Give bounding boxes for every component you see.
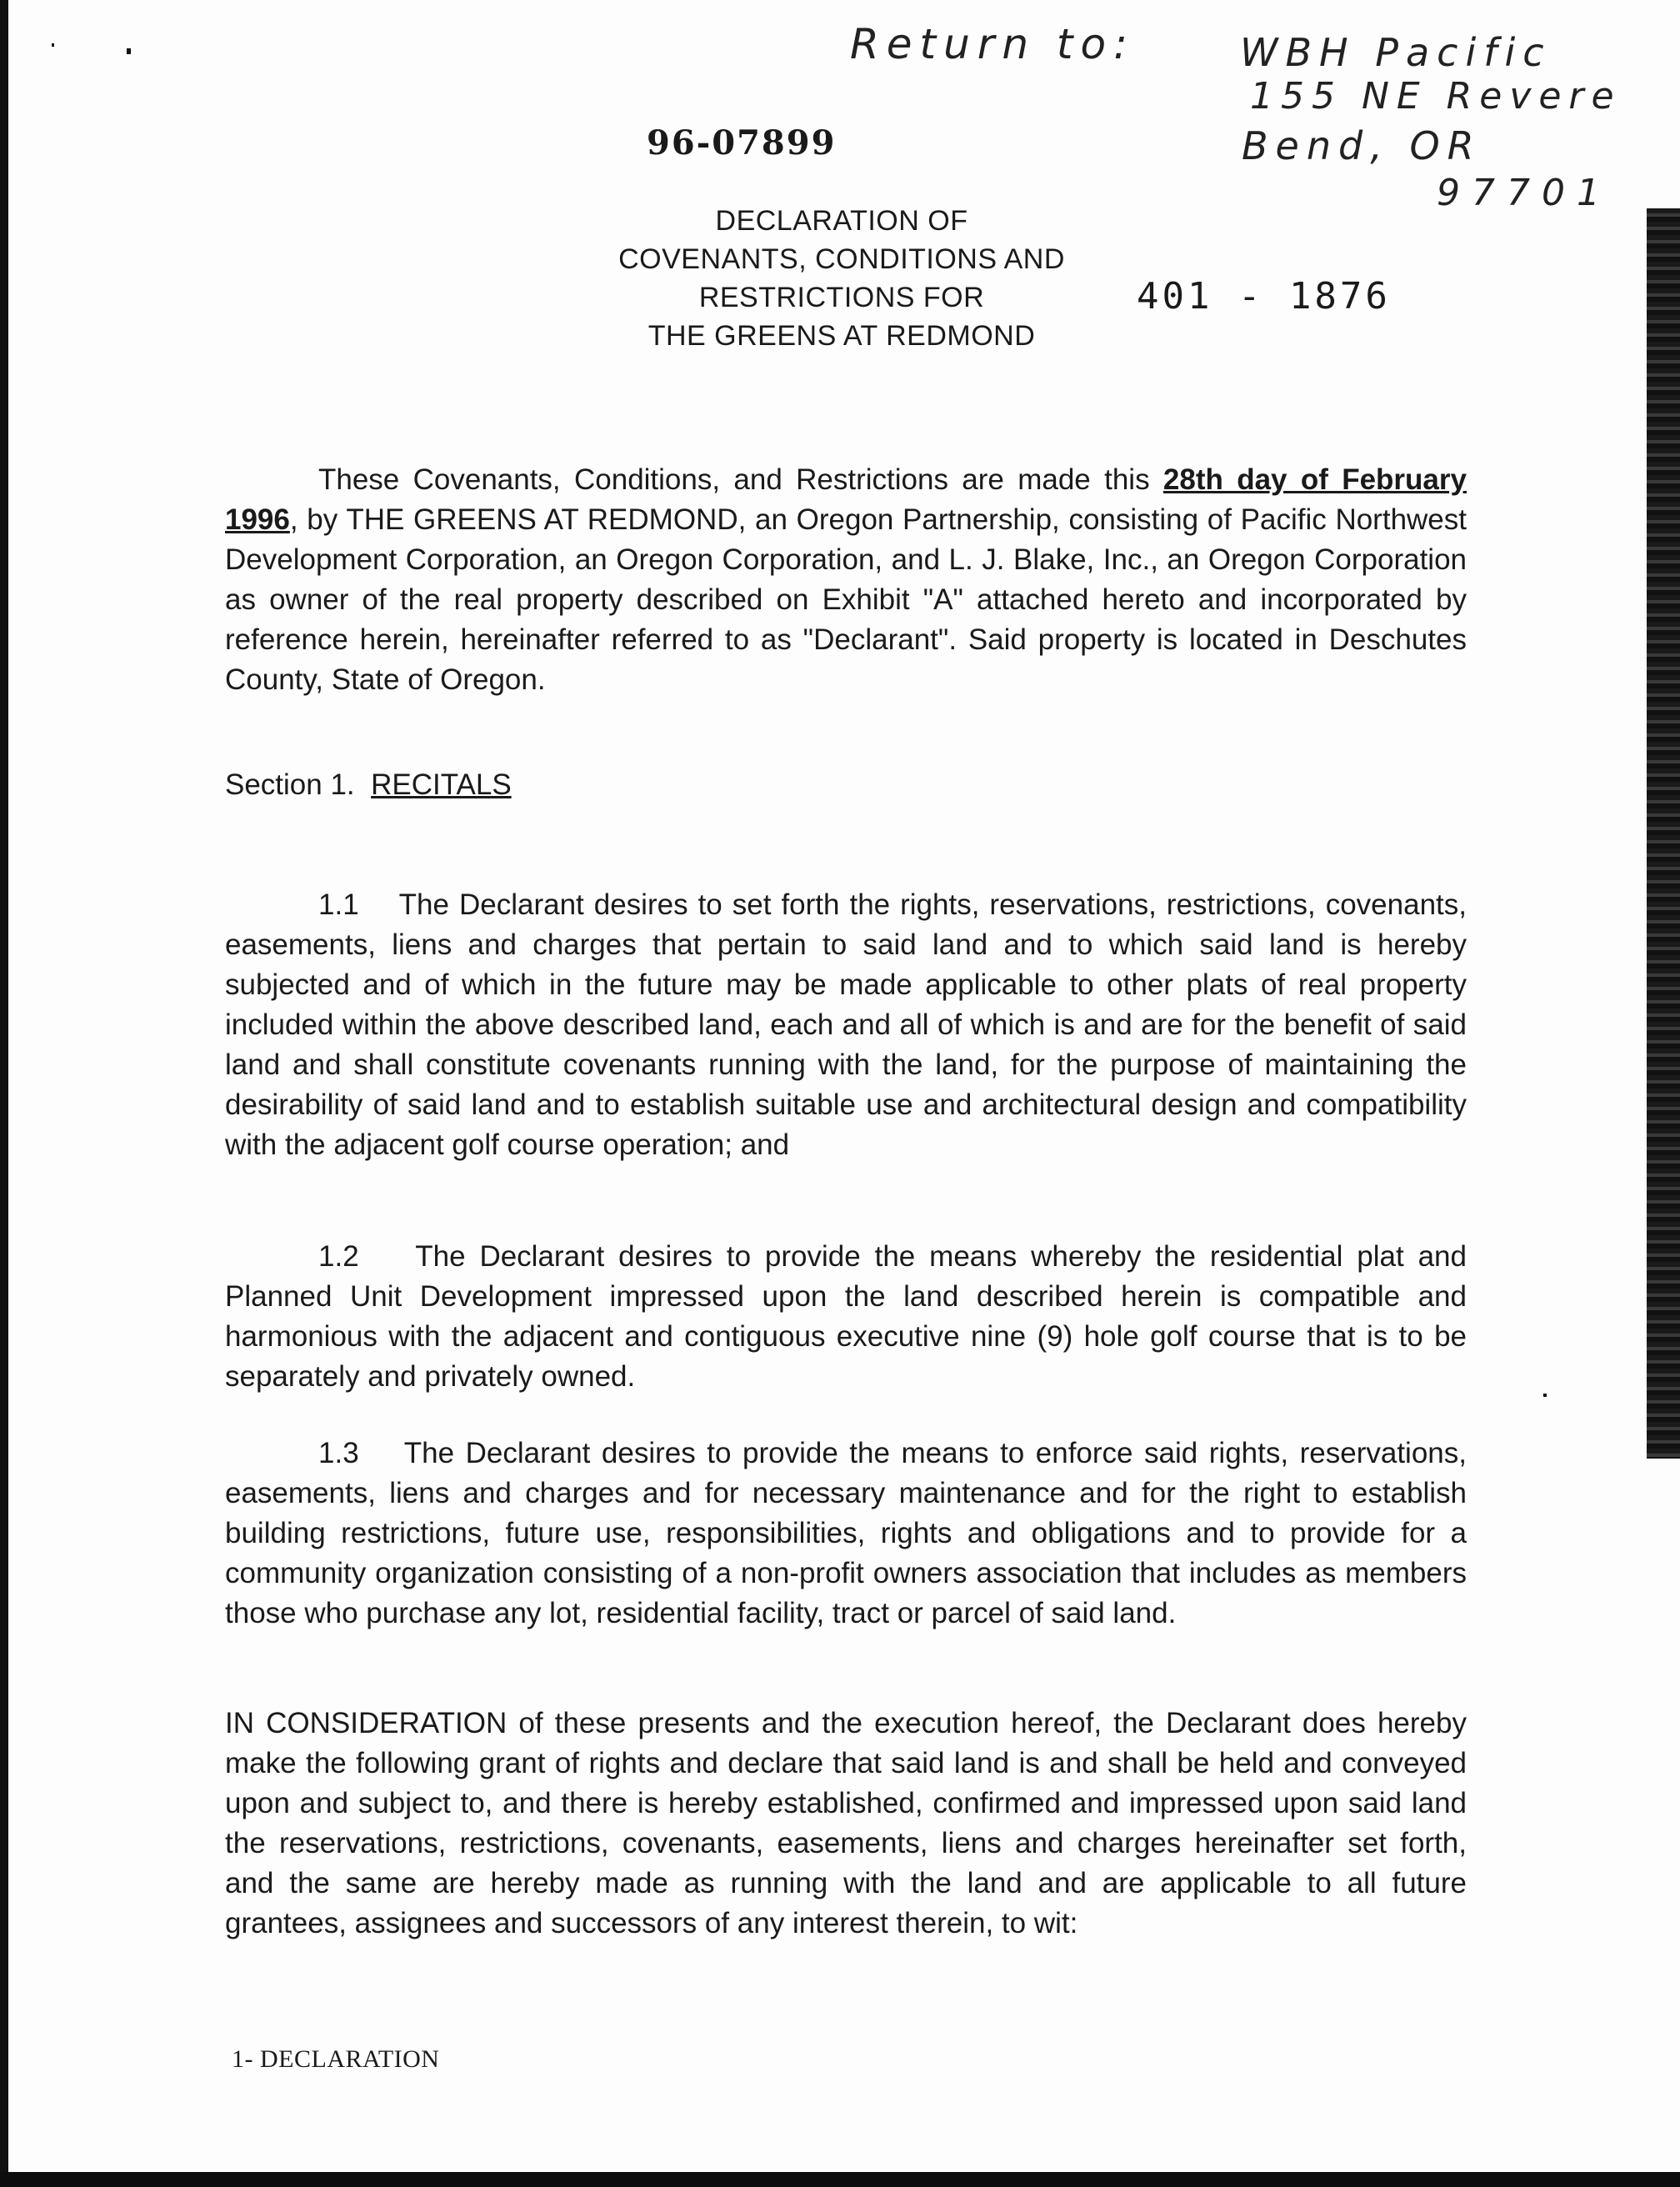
scan-edge-bottom: [0, 2172, 1680, 2187]
page-footer: 1- DECLARATION: [232, 2045, 440, 2073]
intro-text-start: These Covenants, Conditions, and Restrictions are made this: [318, 463, 1163, 496]
scan-speck: [127, 48, 131, 54]
document-title: [575, 202, 1108, 355]
recital-text: The Declarant desires to set forth the rights, reservations, restrictions, covenants, easements, liens and charges that pertain to said land and to which said land is hereby subjected and of which in the future may be made applicable to other plats of real property included within the above described land, each and all of which is and are for the benefit of said land and shall constitute covenants running with the land, for the purpose of maintaining the desirability of said land and to establish suitable use and architectural design and compatibility with the adjacent golf course operation; and: [225, 888, 1467, 1161]
section-title: RECITALS: [371, 768, 512, 801]
section-prefix: Section 1.: [225, 768, 355, 801]
recital-paragraph: [225, 1434, 1467, 1634]
title-line: THE GREENS AT REDMOND: [648, 320, 1036, 352]
scan-edge-right: [1647, 208, 1680, 1459]
scan-speck: [1543, 1394, 1547, 1397]
consideration-paragraph: IN CONSIDERATION of these presents and the execution hereof, the Declarant does hereby make the following grant of rights and declare that said land is and shall be held and conveyed upon and subject to, and there is hereby established, confirmed and impressed upon said land the reservations, restrictions, covenants, easements, liens and charges hereinafter set forth, and the same are hereby made as running with the land and are applicable to all future grantees, assignees and successors of any interest therein, to wit:: [225, 1707, 1467, 1939]
recital-paragraph: [225, 885, 1467, 1165]
recital-text: The Declarant desires to provide the means whereby the residential plat and Planned Unit Development impressed upon the land described herein is compatible and harmonious with the adjacent and contiguous executive nine (9) hole golf course that is to be separately and privately owned.: [225, 1240, 1467, 1393]
handwritten-address-line: 97701: [1437, 172, 1612, 214]
handwritten-address-line: WBH Pacific: [1240, 30, 1552, 75]
handwritten-address-line: 155 NE Revere: [1250, 75, 1622, 118]
document-number: 96-07899: [647, 123, 837, 163]
intro-text-rest: , by THE GREENS AT REDMOND, an Oregon Partnership, consisting of Pacific Northwest Development Corporation, an Oregon Corporation, and L. J. Blake, Inc., an Oregon Corporation as owner of the real property described on Exhibit "A" attached hereto and incorporated by reference herein, hereinafter referred to as "Declarant". Said property is located in Deschutes County, State of Oregon.: [225, 503, 1467, 696]
title-line: DECLARATION OF: [715, 205, 968, 237]
title-line: COVENANTS, CONDITIONS AND: [618, 243, 1065, 275]
recital-number: 1.2: [318, 1240, 359, 1273]
intro-date: 28th day of February 1996: [225, 463, 1467, 536]
scan-speck: [52, 43, 54, 47]
recital-text: The Declarant desires to provide the means to enforce said rights, reservations, easements, liens and charges and for necessary maintenance and for the right to establish building restrictions, future use, responsibilities, rights and obligations and to provide for a community organization consisting of a non-profit owners association that includes as members those who purchase any lot, residential facility, tract or parcel of said land.: [225, 1437, 1467, 1629]
section-heading: [225, 768, 512, 802]
recital-number: 1.1: [318, 888, 359, 921]
title-line: RESTRICTIONS FOR: [698, 282, 985, 313]
recording-book-page: 401 - 1876: [1137, 275, 1391, 318]
handwritten-return-to: Return to:: [850, 20, 1135, 68]
recital-number: 1.3: [318, 1437, 359, 1469]
recital-paragraph: [225, 1237, 1467, 1397]
scan-edge-left: [0, 0, 8, 2187]
handwritten-address-line: Bend, OR: [1242, 123, 1482, 168]
intro-paragraph: [225, 460, 1467, 700]
